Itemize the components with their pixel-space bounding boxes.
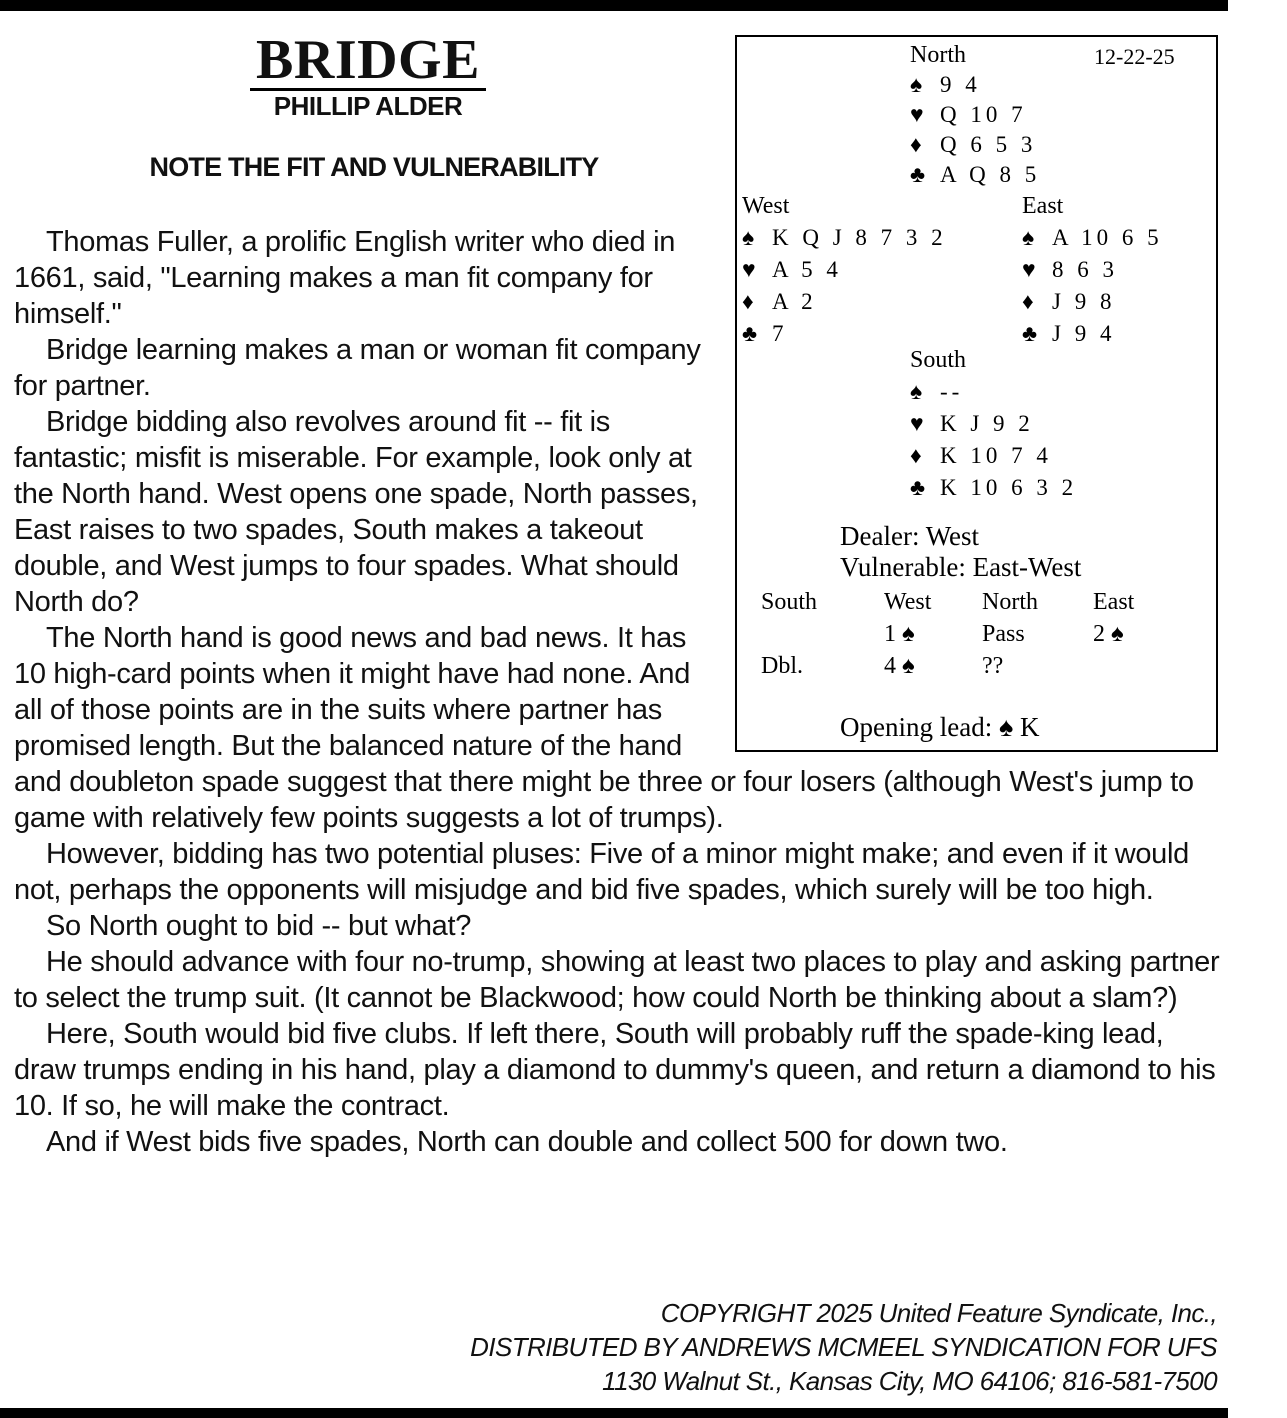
- heart-icon: ♥: [1022, 257, 1036, 282]
- vulnerability-line: Vulnerable: East-West: [840, 552, 1082, 582]
- east-hearts: ♥ 8 6 3: [1022, 254, 1163, 286]
- distribution-line: DISTRIBUTED BY ANDREWS MCMEEL SYNDICATION FOR UFS: [470, 1332, 1217, 1362]
- article-body: [14, 224, 1224, 1160]
- diamond-icon: ♦: [910, 443, 922, 468]
- article-headline: NOTE THE FIT AND VULNERABILITY: [149, 152, 599, 182]
- heart-icon: ♥: [910, 411, 924, 436]
- diamond-icon: ♦: [1022, 289, 1034, 314]
- paragraph: And if West bids five spades, North can double and collect 500 for down two.: [46, 1126, 1008, 1158]
- east-label: East: [1022, 193, 1064, 219]
- paragraph: Thomas Fuller, a prolific English writer who died in 1661, said, "Learning makes a man fit company for himself.": [14, 226, 676, 330]
- author-byline: PHILLIP ALDER: [273, 91, 463, 121]
- paragraph: Here, South would bid five clubs. If left there, South will probably ruff the spade-king lead, draw trumps ending in his hand, play a diamond to dummy's queen, and return a diamond to his 10. If so, he will make the contract.: [14, 1018, 1216, 1122]
- auction-header: West: [884, 589, 932, 615]
- west-diamonds: ♦ A 2: [742, 286, 947, 318]
- dealer-line: Dealer: West: [840, 521, 980, 551]
- address-line: 1130 Walnut St., Kansas City, MO 64106; 816-581-7500: [602, 1366, 1217, 1396]
- south-hearts: ♥ K J 9 2: [910, 408, 1077, 440]
- paragraph: Bridge bidding also revolves around fit -- fit is fantastic; misfit is miserable. For example, look only at the North hand. West opens one spade, North passes, East raises to two spades, South makes a takeout double, and West jumps to four spades. What should North do?: [14, 406, 698, 618]
- west-clubs: ♣ 7: [742, 318, 947, 350]
- north-label: North: [910, 42, 966, 68]
- spade-icon: ♠: [910, 379, 923, 404]
- auction-header: South: [761, 589, 818, 615]
- auction-header: North: [982, 589, 1038, 615]
- north-diamonds: ♦ Q 6 5 3: [910, 130, 1040, 160]
- auction-bid: ??: [982, 653, 1004, 679]
- paragraph: He should advance with four no-trump, showing at least two places to play and asking partner to select the trump suit. (It cannot be Blackwood; how could North be thinking about a slam?): [14, 946, 1220, 1014]
- club-icon: ♣: [1022, 321, 1038, 346]
- club-icon: ♣: [910, 162, 926, 187]
- spade-icon: ♠: [1022, 225, 1035, 250]
- paragraph: However, bidding has two potential pluses: Five of a minor might make; and even if it would not, perhaps the opponents will misjudge and bid five spades, which surely will be too high.: [14, 838, 1189, 906]
- auction-bid: Pass: [982, 621, 1025, 647]
- north-clubs: ♣ A Q 8 5: [910, 160, 1040, 190]
- paragraph: The North hand is good news and bad news. It has 10 high-card points when it might have had none. And all of those points are in the suits where partner has promised length. But the balanced nature of the hand and doubleton spade suggest that there might be three or four losers (although West's jump to game with relatively few points suggests a lot of trumps).: [14, 622, 1194, 834]
- auction-header: East: [1093, 589, 1135, 615]
- auction-bid: 4 ♠: [884, 653, 915, 679]
- heart-icon: ♥: [742, 257, 756, 282]
- west-hearts: ♥ A 5 4: [742, 254, 947, 286]
- paragraph: Bridge learning makes a man or woman fit company for partner.: [14, 334, 701, 402]
- bottom-rule: [0, 1408, 1228, 1418]
- copyright-notice: [470, 1296, 1217, 1398]
- east-spades: ♠ A 10 6 5: [1022, 222, 1163, 254]
- column-date: 12-22-25: [1094, 44, 1175, 69]
- north-hand: [910, 40, 1040, 190]
- west-label: West: [742, 193, 790, 219]
- masthead: [250, 29, 486, 121]
- auction-bid: Dbl.: [761, 653, 803, 679]
- copyright-line: COPYRIGHT 2025 United Feature Syndicate, Inc.,: [660, 1298, 1217, 1328]
- auction-bid: 1 ♠: [884, 621, 915, 647]
- south-diamonds: ♦ K 10 7 4: [910, 440, 1077, 472]
- diamond-icon: ♦: [742, 289, 754, 314]
- south-label: South: [910, 347, 967, 373]
- west-spades: ♠ K Q J 8 7 3 2: [742, 222, 947, 254]
- east-diamonds: ♦ J 9 8: [1022, 286, 1163, 318]
- top-rule: [0, 0, 1228, 11]
- spade-icon: ♠: [910, 72, 923, 97]
- club-icon: ♣: [742, 321, 758, 346]
- club-icon: ♣: [910, 475, 926, 500]
- heart-icon: ♥: [910, 102, 924, 127]
- east-clubs: ♣ J 9 4: [1022, 318, 1163, 350]
- north-hearts: ♥ Q 10 7: [910, 100, 1040, 130]
- diamond-icon: ♦: [910, 132, 922, 157]
- south-clubs: ♣ K 10 6 3 2: [910, 472, 1077, 504]
- auction-bid: 2 ♠: [1093, 621, 1124, 647]
- paragraph: So North ought to bid -- but what?: [46, 910, 472, 942]
- south-spades: ♠ --: [910, 376, 1077, 408]
- column-title: BRIDGE: [250, 34, 486, 91]
- opening-lead: Opening lead: ♠ K: [840, 712, 1040, 742]
- spade-icon: ♠: [742, 225, 755, 250]
- north-spades: ♠ 9 4: [910, 70, 1040, 100]
